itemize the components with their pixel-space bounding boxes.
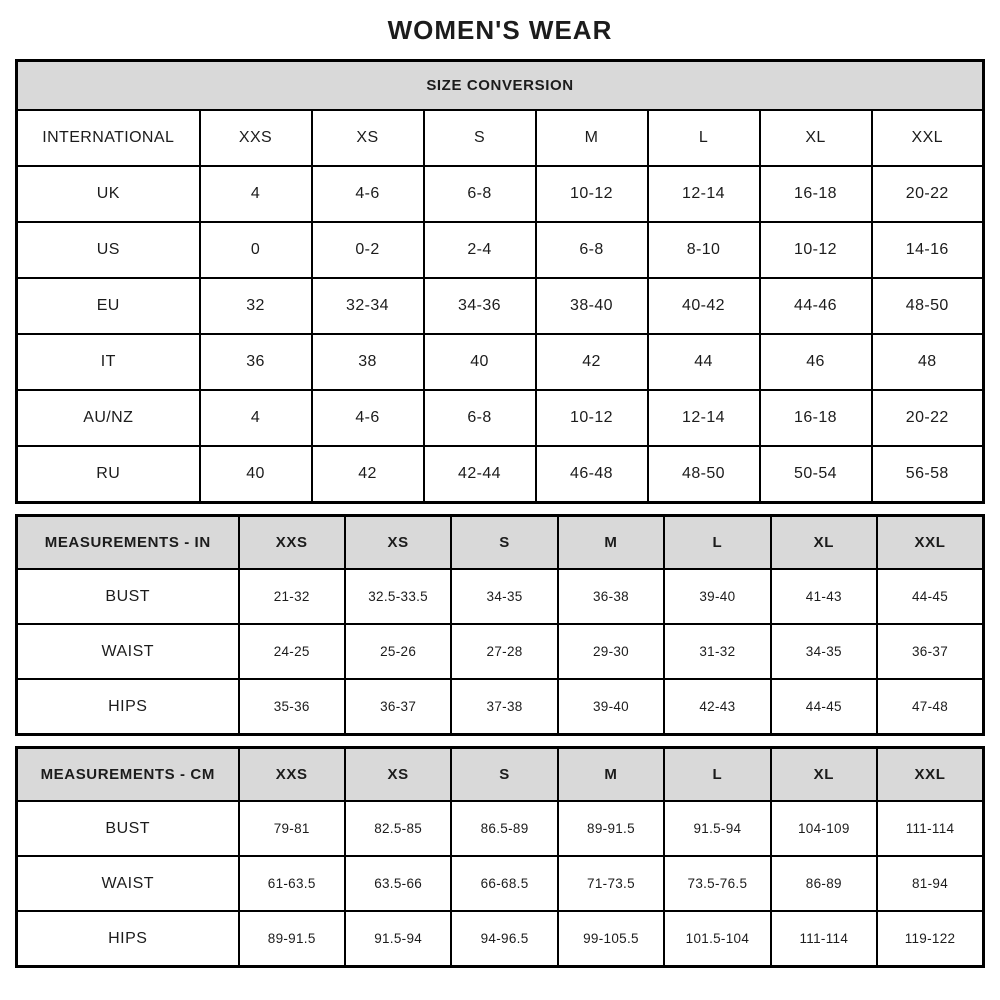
measurement-value-cell: 61-63.5 (239, 856, 345, 911)
measurement-value-cell: 37-38 (451, 679, 557, 735)
measurements-cm-table (15, 746, 985, 968)
measurement-value-cell: 91.5-94 (345, 911, 451, 967)
size-value-cell: 8-10 (648, 222, 760, 278)
size-value-cell: 4 (200, 166, 312, 222)
size-value-cell: 42 (536, 334, 648, 390)
region-label: UK (17, 166, 200, 222)
size-value-cell: 6-8 (424, 166, 536, 222)
size-value-cell: 34-36 (424, 278, 536, 334)
size-value-cell: 48 (872, 334, 984, 390)
region-label: AU/NZ (17, 390, 200, 446)
size-value-cell: 0 (200, 222, 312, 278)
size-column-header: S (451, 516, 557, 570)
measurement-row-waist (17, 624, 984, 679)
size-column-header: XL (760, 110, 872, 166)
size-value-cell: 32 (200, 278, 312, 334)
size-column-header: XXS (239, 516, 345, 570)
size-value-cell: 56-58 (872, 446, 984, 503)
region-row-ru (17, 446, 984, 503)
size-column-header: XXL (877, 748, 983, 802)
size-value-cell: 32-34 (312, 278, 424, 334)
size-column-header: M (558, 516, 664, 570)
measurement-row-bust (17, 569, 984, 624)
size-value-cell: 0-2 (312, 222, 424, 278)
measurement-row-bust (17, 801, 984, 856)
size-conversion-table (15, 59, 985, 504)
size-value-cell: 2-4 (424, 222, 536, 278)
region-label: EU (17, 278, 200, 334)
region-row-it (17, 334, 984, 390)
measurement-value-cell: 31-32 (664, 624, 770, 679)
region-row-us (17, 222, 984, 278)
measurements-table-title: MEASUREMENTS - IN (17, 516, 239, 570)
size-value-cell: 4 (200, 390, 312, 446)
measurement-value-cell: 36-37 (345, 679, 451, 735)
size-value-cell: 46 (760, 334, 872, 390)
measurement-value-cell: 73.5-76.5 (664, 856, 770, 911)
size-column-header: XXL (872, 110, 984, 166)
size-column-header: M (558, 748, 664, 802)
measurement-value-cell: 32.5-33.5 (345, 569, 451, 624)
measurements-cm-body (17, 748, 984, 967)
size-value-cell: 10-12 (536, 390, 648, 446)
measurement-value-cell: 47-48 (877, 679, 983, 735)
measurement-value-cell: 82.5-85 (345, 801, 451, 856)
size-value-cell: 44-46 (760, 278, 872, 334)
size-value-cell: 40 (200, 446, 312, 503)
region-row-eu (17, 278, 984, 334)
measurement-value-cell: 39-40 (664, 569, 770, 624)
measurement-value-cell: 99-105.5 (558, 911, 664, 967)
measurement-value-cell: 91.5-94 (664, 801, 770, 856)
row-header-international: INTERNATIONAL (17, 110, 200, 166)
measurement-value-cell: 111-114 (771, 911, 877, 967)
size-column-header: XS (345, 516, 451, 570)
size-value-cell: 12-14 (648, 166, 760, 222)
size-column-header: S (424, 110, 536, 166)
measurement-value-cell: 36-37 (877, 624, 983, 679)
size-value-cell: 6-8 (424, 390, 536, 446)
measurement-value-cell: 36-38 (558, 569, 664, 624)
measurement-value-cell: 34-35 (771, 624, 877, 679)
measurement-value-cell: 42-43 (664, 679, 770, 735)
measurement-value-cell: 34-35 (451, 569, 557, 624)
size-value-cell: 38-40 (536, 278, 648, 334)
measurements-in-table (15, 514, 985, 736)
measurement-value-cell: 63.5-66 (345, 856, 451, 911)
region-row-aunz (17, 390, 984, 446)
size-value-cell: 48-50 (872, 278, 984, 334)
size-conversion-body (17, 61, 984, 503)
size-value-cell: 6-8 (536, 222, 648, 278)
measurement-value-cell: 44-45 (877, 569, 983, 624)
measurement-value-cell: 86-89 (771, 856, 877, 911)
size-column-header: XXL (877, 516, 983, 570)
size-value-cell: 4-6 (312, 166, 424, 222)
measurement-value-cell: 24-25 (239, 624, 345, 679)
size-value-cell: 42-44 (424, 446, 536, 503)
region-label: US (17, 222, 200, 278)
measurement-label: HIPS (17, 911, 239, 967)
measurement-value-cell: 66-68.5 (451, 856, 557, 911)
measurement-value-cell: 111-114 (877, 801, 983, 856)
measurement-label: BUST (17, 801, 239, 856)
size-value-cell: 14-16 (872, 222, 984, 278)
size-value-cell: 12-14 (648, 390, 760, 446)
size-value-cell: 48-50 (648, 446, 760, 503)
measurement-label: BUST (17, 569, 239, 624)
size-value-cell: 44 (648, 334, 760, 390)
region-label: IT (17, 334, 200, 390)
size-column-header: S (451, 748, 557, 802)
measurements-in-body (17, 516, 984, 735)
measurement-value-cell: 89-91.5 (239, 911, 345, 967)
size-value-cell: 38 (312, 334, 424, 390)
measurement-row-hips (17, 679, 984, 735)
size-value-cell: 10-12 (536, 166, 648, 222)
size-column-header: L (664, 748, 770, 802)
size-value-cell: 16-18 (760, 166, 872, 222)
measurement-value-cell: 25-26 (345, 624, 451, 679)
size-value-cell: 50-54 (760, 446, 872, 503)
size-value-cell: 42 (312, 446, 424, 503)
size-column-header: XXS (239, 748, 345, 802)
size-column-header: M (536, 110, 648, 166)
size-value-cell: 16-18 (760, 390, 872, 446)
size-value-cell: 36 (200, 334, 312, 390)
measurement-value-cell: 29-30 (558, 624, 664, 679)
measurement-row-waist (17, 856, 984, 911)
measurement-value-cell: 71-73.5 (558, 856, 664, 911)
size-conversion-title: SIZE CONVERSION (17, 61, 984, 111)
measurement-value-cell: 101.5-104 (664, 911, 770, 967)
size-value-cell: 10-12 (760, 222, 872, 278)
measurement-value-cell: 21-32 (239, 569, 345, 624)
measurement-value-cell: 94-96.5 (451, 911, 557, 967)
size-value-cell: 40-42 (648, 278, 760, 334)
size-column-header: L (664, 516, 770, 570)
measurement-value-cell: 119-122 (877, 911, 983, 967)
size-value-cell: 4-6 (312, 390, 424, 446)
measurement-value-cell: 86.5-89 (451, 801, 557, 856)
measurement-row-hips (17, 911, 984, 967)
region-label: RU (17, 446, 200, 503)
page-title: WOMEN'S WEAR (387, 15, 613, 45)
size-value-cell: 20-22 (872, 166, 984, 222)
size-column-header: XL (771, 516, 877, 570)
size-column-header: XS (345, 748, 451, 802)
measurement-value-cell: 35-36 (239, 679, 345, 735)
measurement-value-cell: 41-43 (771, 569, 877, 624)
measurement-label: WAIST (17, 624, 239, 679)
measurement-label: HIPS (17, 679, 239, 735)
measurement-value-cell: 89-91.5 (558, 801, 664, 856)
measurement-value-cell: 81-94 (877, 856, 983, 911)
size-value-cell: 40 (424, 334, 536, 390)
size-column-header: XXS (200, 110, 312, 166)
size-column-header: XL (771, 748, 877, 802)
measurement-value-cell: 39-40 (558, 679, 664, 735)
size-value-cell: 20-22 (872, 390, 984, 446)
measurements-table-title: MEASUREMENTS - CM (17, 748, 239, 802)
region-row-uk (17, 166, 984, 222)
measurement-label: WAIST (17, 856, 239, 911)
measurement-value-cell: 44-45 (771, 679, 877, 735)
size-column-header: XS (312, 110, 424, 166)
measurement-value-cell: 104-109 (771, 801, 877, 856)
size-value-cell: 46-48 (536, 446, 648, 503)
size-column-header: L (648, 110, 760, 166)
measurement-value-cell: 27-28 (451, 624, 557, 679)
measurement-value-cell: 79-81 (239, 801, 345, 856)
